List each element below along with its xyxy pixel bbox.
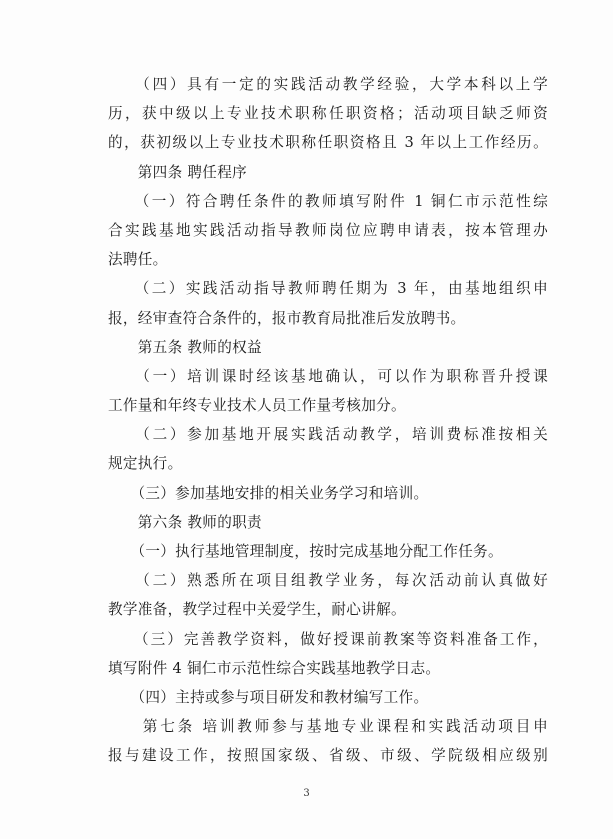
text-line: （三）参加基地安排的相关业务学习和培训。 [108,484,429,502]
text-line: （二）熟悉所在项目组教学业务，每次活动前认真做好 [108,572,548,590]
text-line: 报，经审查符合条件的，报市教育局批准后发放聘书。 [108,309,466,327]
text-line: （二）实践活动指导教师聘任期为 3 年，由基地组织申 [108,280,548,298]
text-line: 第四条 聘任程序 [108,163,247,181]
text-line: （一）培训课时经该基地确认，可以作为职称晋升授课 [108,367,548,385]
document-body [108,70,548,771]
text-line: 第五条 教师的权益 [108,338,262,356]
text-line: （一）执行基地管理制度，按时完成基地分配工作任务。 [108,543,503,560]
text-line: 法聘任。 [108,251,168,269]
text-line: 合实践基地实践活动指导教师岗位应聘申请表，按本管理办 [108,221,548,239]
text-line: 的，获初级以上专业技术职称任职资格且 3 年以上工作经历。 [108,134,548,152]
text-line: 教学准备，教学过程中关爱学生，耐心讲解。 [108,601,406,619]
page-number: 3 [303,788,310,799]
text-line: 工作量和年终专业技术人员工作量考核加分。 [108,397,406,415]
text-line: 第七条 培训教师参与基地专业课程和实践活动项目申 [108,718,548,736]
text-line: 报与建设工作，按照国家级、省级、市级、学院级相应级别 [108,747,548,765]
text-line: （四）主持或参与项目研发和教材编写工作。 [108,688,429,706]
text-line: 规定执行。 [108,455,183,473]
text-line: （三）完善教学资料，做好授课前教案等资料准备工作， [108,630,548,648]
text-line: 第六条 教师的职责 [108,513,262,531]
text-line: （四）具有一定的实践活动教学经验，大学本科以上学 [108,76,548,93]
text-line: 历，获中级以上专业技术职称任职资格；活动项目缺乏师资 [108,105,548,123]
text-line: 填写附件 4 铜仁市示范性综合实践基地教学日志。 [108,659,441,677]
text-line: （一）符合聘任条件的教师填写附件 1 铜仁市示范性综 [108,192,548,210]
text-line: （二）参加基地开展实践活动教学，培训费标准按相关 [108,426,548,444]
